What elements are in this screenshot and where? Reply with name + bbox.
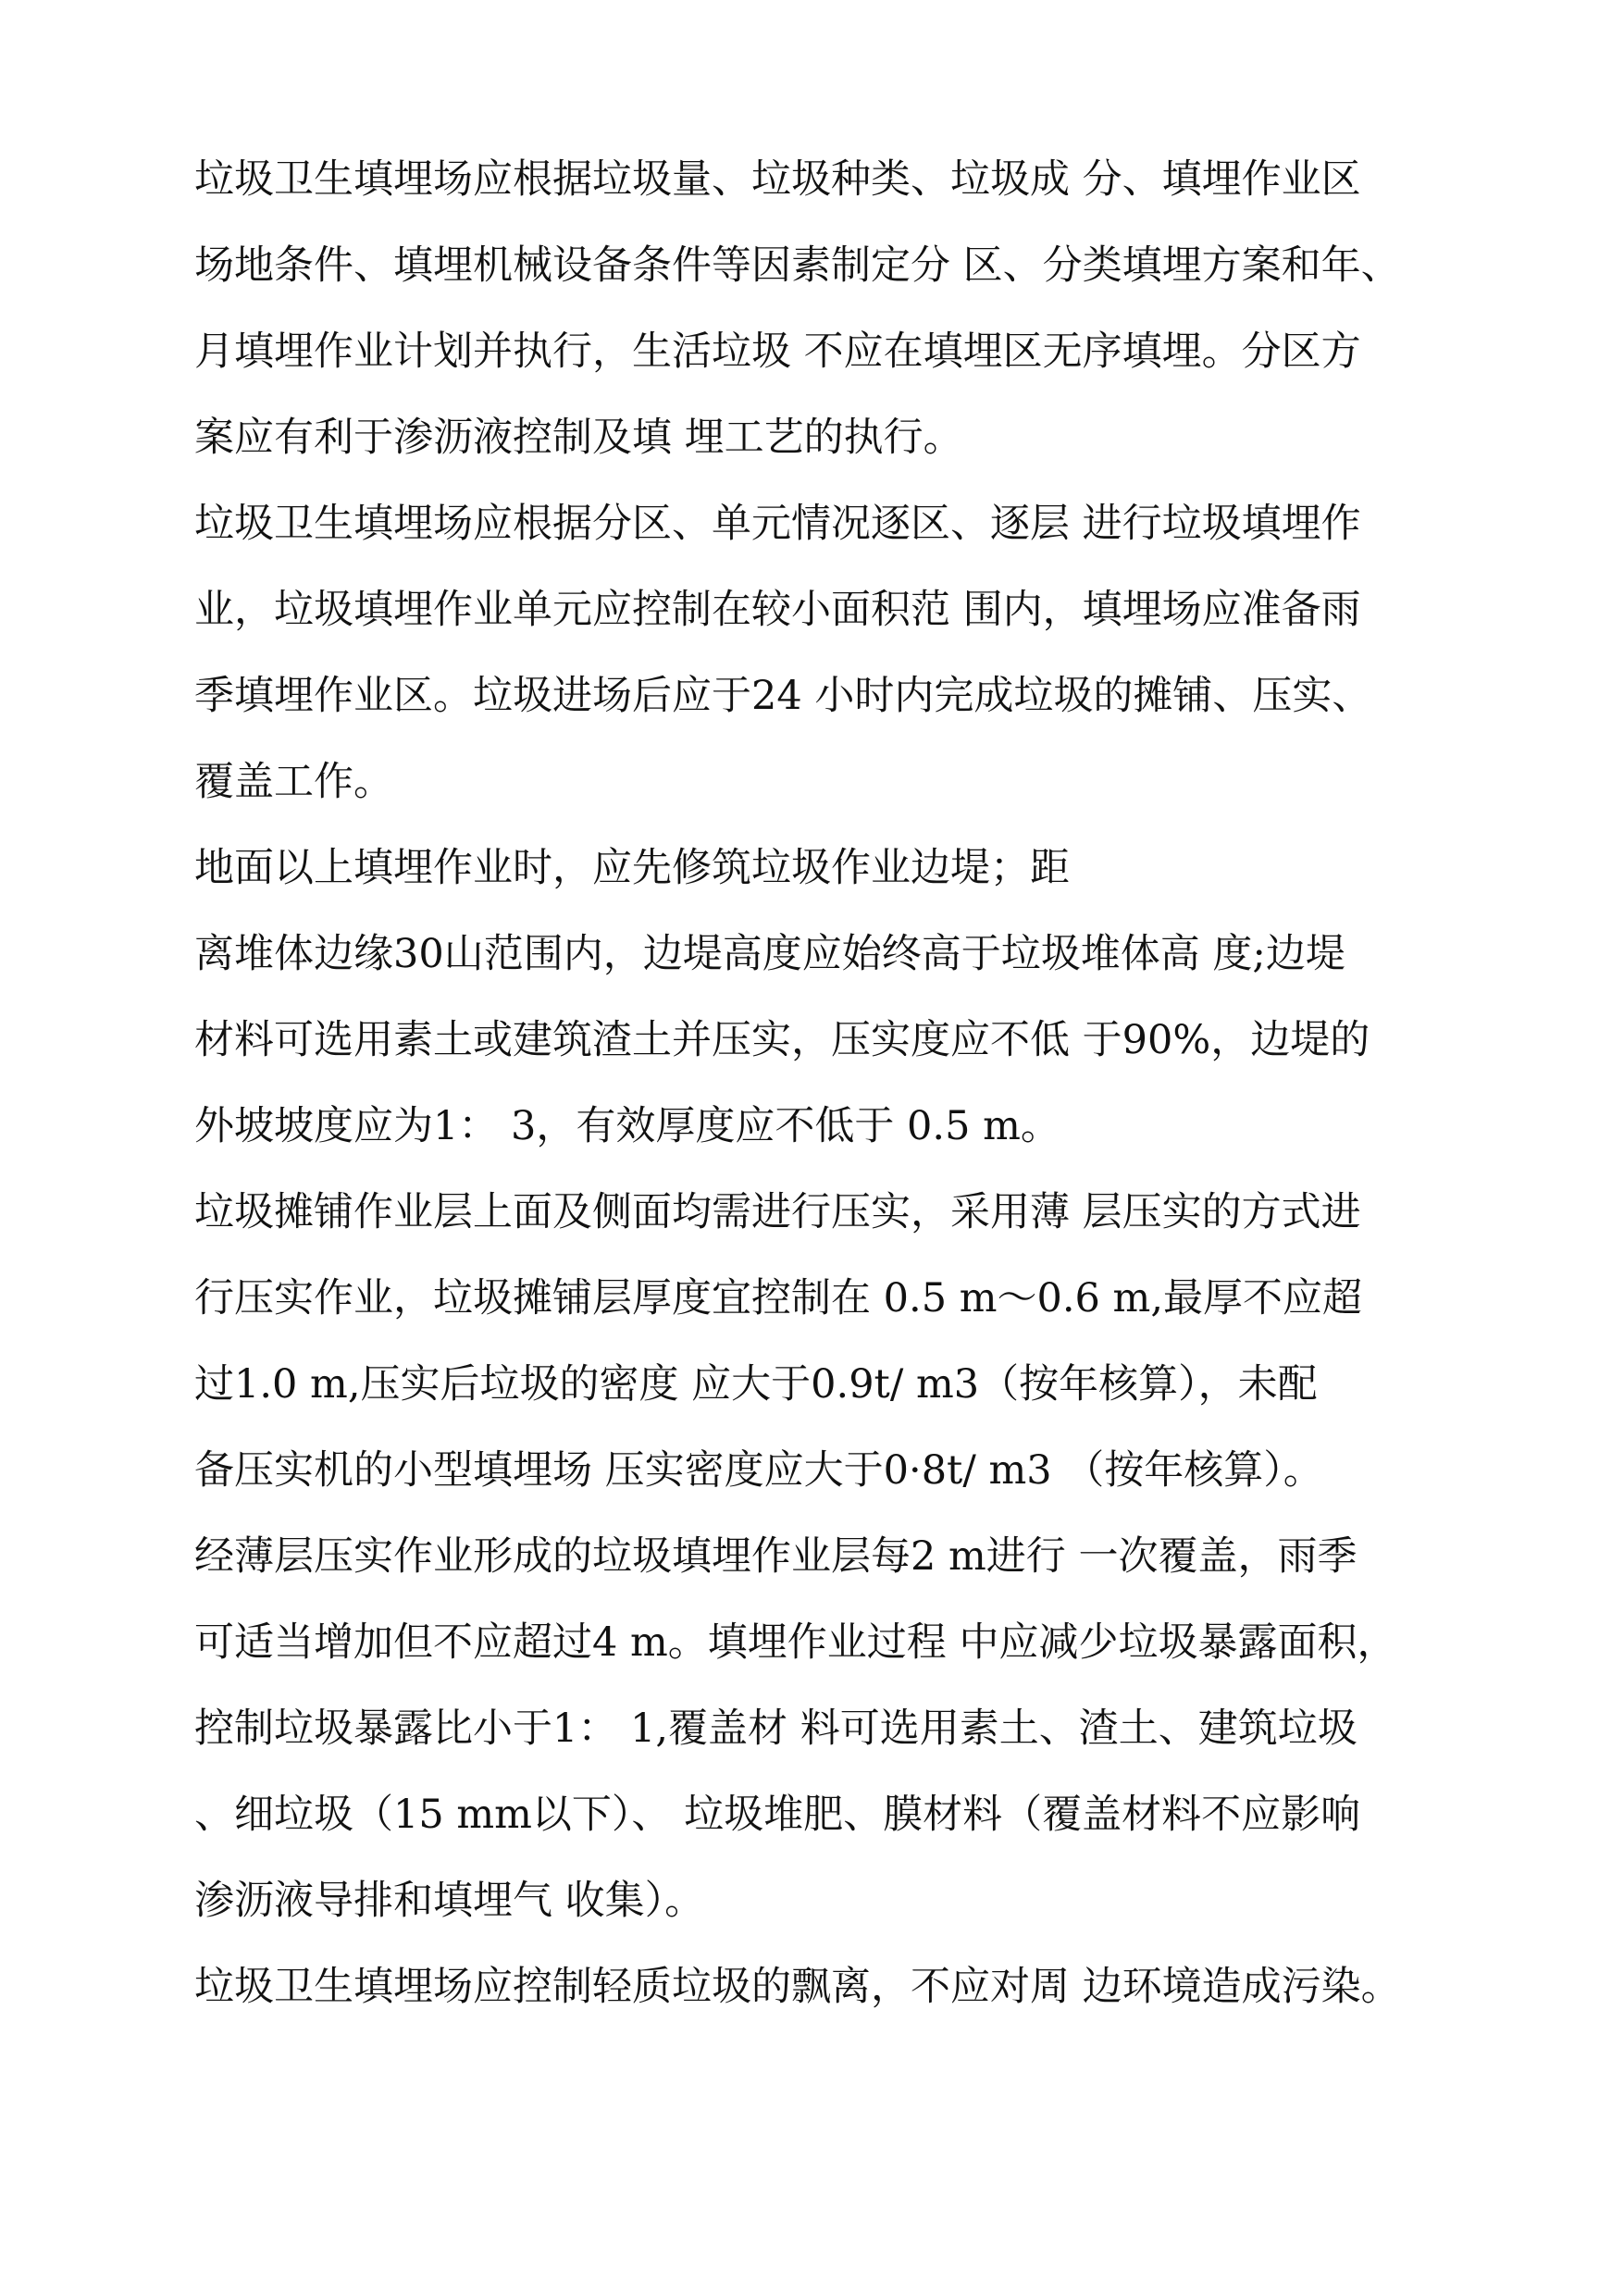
- text-line: 覆盖工作。: [194, 759, 393, 805]
- text-line: 垃圾卫生填埋场应根据垃圾量、垃圾种类、垃圾成 分、填埋作业区: [194, 156, 1361, 203]
- text-line: 场地条件、填埋机械设备条件等因素制定分 区、分类填埋方案和年、: [194, 242, 1401, 289]
- text-line: 行压实作业，垃圾摊铺层厚度宜控制在 0.5 m〜0.6 m,最厚不应超: [194, 1275, 1362, 1321]
- text-line: 备压实机的小型填埋场 压实密度应大于0·8t/ m3 （按年核算）。: [194, 1447, 1323, 1494]
- text-line: 离堆体边缘30山范围内，边堤高度应始终高于垃圾堆体高 度;边堤: [194, 931, 1345, 977]
- text-line: 垃圾摊铺作业层上面及侧面均需进行压实，采用薄 层压实的方式进: [194, 1189, 1361, 1235]
- text-line: 过1.0 m,压实后垃圾的密度 应大于0.9t/ m3（按年核算），未配: [194, 1361, 1318, 1408]
- text-line: 业，垃圾填埋作业单元应控制在较小面积范 围内，填埋场应准备雨: [194, 587, 1361, 633]
- text-line: 季填埋作业区。垃圾进场后应于24 小时内完成垃圾的摊铺、压实、: [194, 673, 1372, 719]
- text-line: 控制垃圾暴露比小于1： 1,覆盖材 料可选用素土、渣土、建筑垃圾: [194, 1706, 1357, 1752]
- text-line: 渗沥液导排和填埋气 收集）。: [194, 1878, 705, 1924]
- text-line: 外坡坡度应为1： 3，有效厚度应不低于 0.5 m。: [194, 1103, 1060, 1149]
- text-line: 地面以上填埋作业时，应先修筑垃圾作业边堤；距: [194, 845, 1070, 891]
- text-line: 、细垃圾（15 mm以下）、 垃圾堆肥、膜材料（覆盖材料不应影响: [194, 1792, 1361, 1838]
- text-line: 月填埋作业计划并执行，生活垃圾 不应在填埋区无序填埋。分区方: [194, 329, 1361, 375]
- text-line: 经薄层压实作业形成的垃圾填埋作业层每2 m进行 一次覆盖，雨季: [194, 1533, 1357, 1580]
- text-line: 垃圾卫生填埋场应根据分区、单元情况逐区、逐层 进行垃圾填埋作: [194, 501, 1361, 547]
- text-line: 可适当增加但不应超过4 m。填埋作业过程 中应减少垃圾暴露面积，: [194, 1619, 1397, 1666]
- text-line: 材料可选用素土或建筑渣土并压实，压实度应不低 于90%，边堤的: [194, 1017, 1370, 1063]
- text-line: 垃圾卫生填埋场应控制轻质垃圾的飘离，不应对周 边环境造成污染。: [194, 1964, 1401, 2010]
- text-line: 案应有利于渗沥液控制及填 埋工艺的执行。: [194, 415, 963, 461]
- document-body: [194, 137, 1444, 2030]
